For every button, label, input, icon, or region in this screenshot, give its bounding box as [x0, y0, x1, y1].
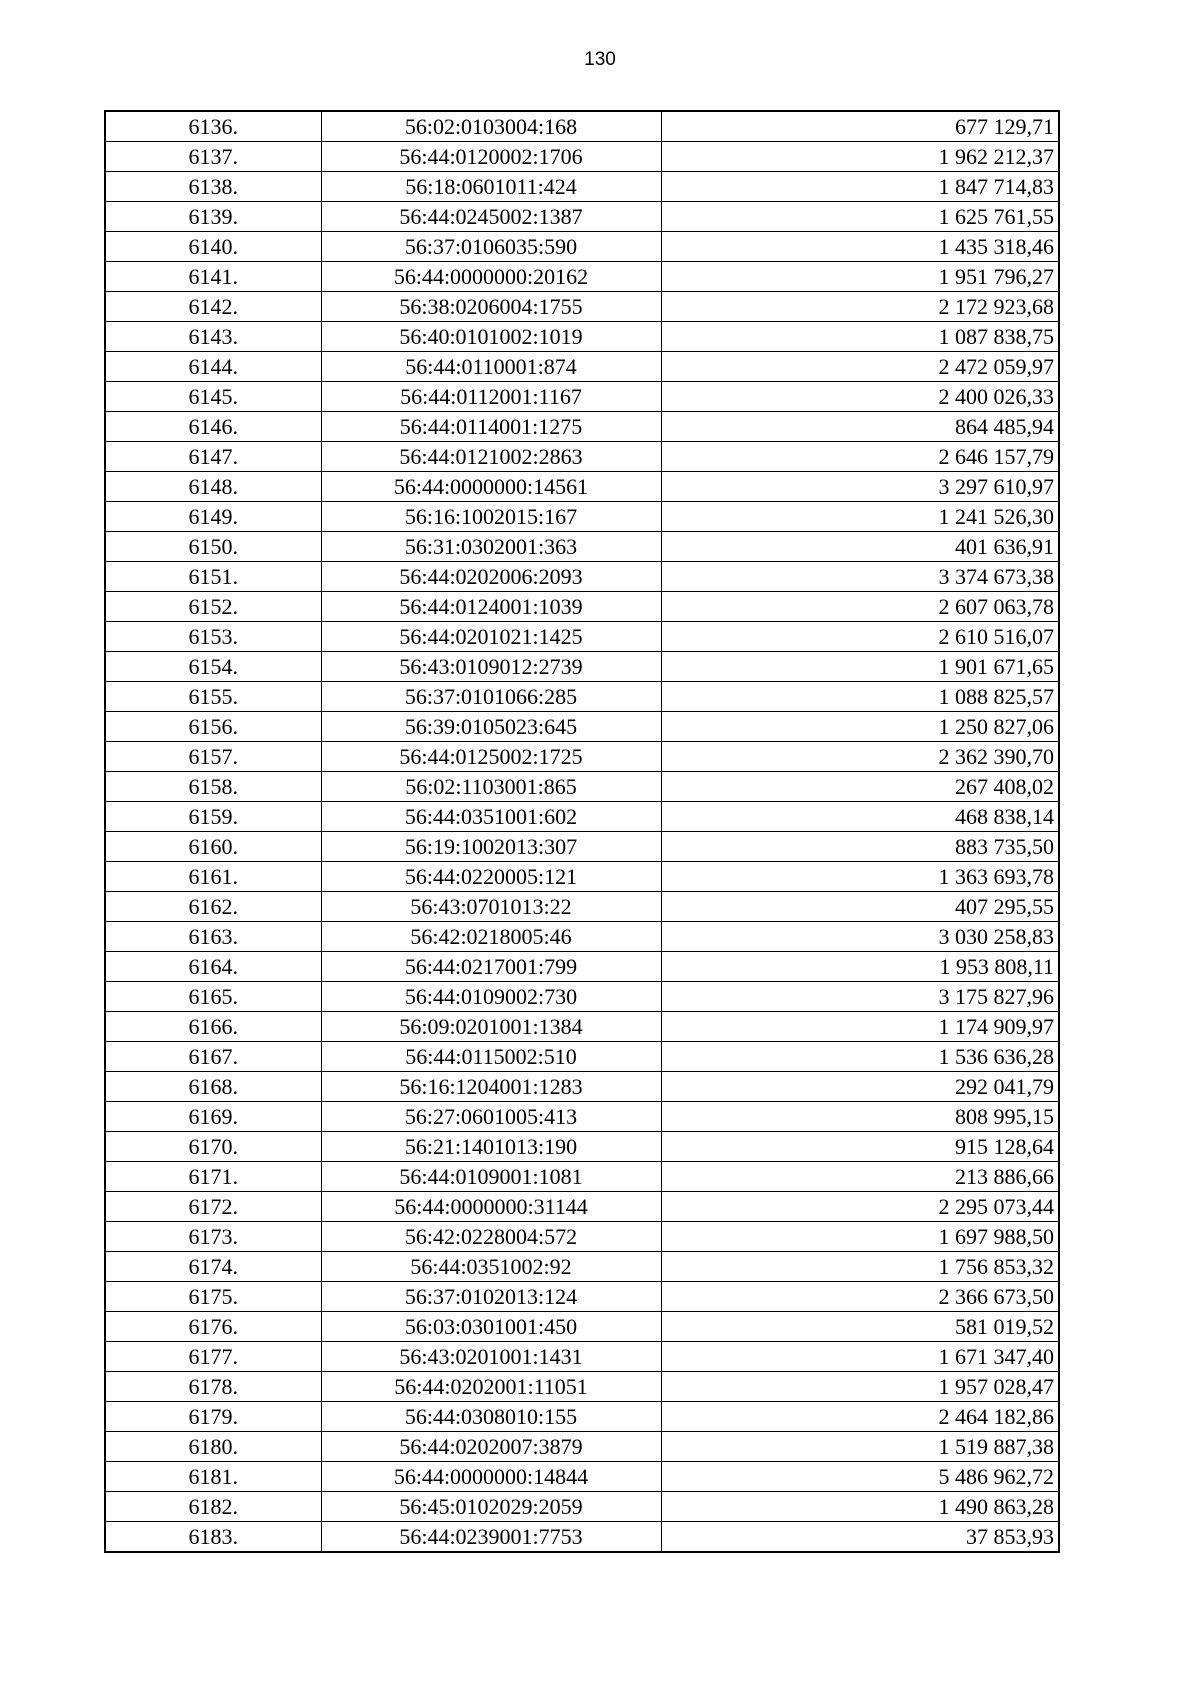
cadastral-number-cell: 56:44:0351002:92	[321, 1252, 661, 1282]
row-number-cell: 6165.	[105, 982, 321, 1012]
cadastral-number-cell: 56:42:0218005:46	[321, 922, 661, 952]
cadastral-value-cell: 1 174 909,97	[661, 1012, 1059, 1042]
cadastral-number-cell: 56:44:0239001:7753	[321, 1522, 661, 1553]
cadastral-value-cell: 468 838,14	[661, 802, 1059, 832]
cadastral-value-cell: 581 019,52	[661, 1312, 1059, 1342]
table-row	[105, 562, 1059, 592]
cadastral-value-cell: 2 607 063,78	[661, 592, 1059, 622]
table-row	[105, 862, 1059, 892]
cadastral-value-cell: 2 610 516,07	[661, 622, 1059, 652]
row-number-cell: 6148.	[105, 472, 321, 502]
row-number-cell: 6158.	[105, 772, 321, 802]
table-row	[105, 1342, 1059, 1372]
cadastral-number-cell: 56:44:0220005:121	[321, 862, 661, 892]
cadastral-value-cell: 1 536 636,28	[661, 1042, 1059, 1072]
row-number-cell: 6142.	[105, 292, 321, 322]
cadastral-value-cell: 2 172 923,68	[661, 292, 1059, 322]
cadastral-number-cell: 56:37:0102013:124	[321, 1282, 661, 1312]
row-number-cell: 6171.	[105, 1162, 321, 1192]
cadastral-number-cell: 56:44:0000000:20162	[321, 262, 661, 292]
cadastral-number-cell: 56:44:0000000:14561	[321, 472, 661, 502]
row-number-cell: 6136.	[105, 111, 321, 142]
page-number: 130	[584, 49, 616, 70]
row-number-cell: 6183.	[105, 1522, 321, 1553]
cadastral-number-cell: 56:03:0301001:450	[321, 1312, 661, 1342]
cadastral-value-cell: 1 671 347,40	[661, 1342, 1059, 1372]
table-row	[105, 1132, 1059, 1162]
table-row	[105, 172, 1059, 202]
cadastral-value-cell: 1 847 714,83	[661, 172, 1059, 202]
cadastral-number-cell: 56:44:0202001:11051	[321, 1372, 661, 1402]
cadastral-value-cell: 5 486 962,72	[661, 1462, 1059, 1492]
row-number-cell: 6147.	[105, 442, 321, 472]
table-row	[105, 1402, 1059, 1432]
cadastral-value-cell: 3 030 258,83	[661, 922, 1059, 952]
cadastral-value-cell: 2 400 026,33	[661, 382, 1059, 412]
cadastral-value-cell: 1 435 318,46	[661, 232, 1059, 262]
row-number-cell: 6164.	[105, 952, 321, 982]
cadastral-value-cell: 2 472 059,97	[661, 352, 1059, 382]
cadastral-value-cell: 2 464 182,86	[661, 1402, 1059, 1432]
table-row	[105, 1312, 1059, 1342]
table-row	[105, 832, 1059, 862]
row-number-cell: 6177.	[105, 1342, 321, 1372]
table-row	[105, 1372, 1059, 1402]
table-row	[105, 892, 1059, 922]
cadastral-number-cell: 56:37:0101066:285	[321, 682, 661, 712]
table-row	[105, 1252, 1059, 1282]
table-row	[105, 1102, 1059, 1132]
table-row	[105, 772, 1059, 802]
cadastral-value-cell: 1 519 887,38	[661, 1432, 1059, 1462]
table-row	[105, 352, 1059, 382]
cadastral-number-cell: 56:44:0000000:31144	[321, 1192, 661, 1222]
row-number-cell: 6139.	[105, 202, 321, 232]
table-row	[105, 1492, 1059, 1522]
cadastral-value-cell: 883 735,50	[661, 832, 1059, 862]
row-number-cell: 6153.	[105, 622, 321, 652]
cadastral-value-cell: 401 636,91	[661, 532, 1059, 562]
cadastral-number-cell: 56:27:0601005:413	[321, 1102, 661, 1132]
cadastral-value-cell: 1 756 853,32	[661, 1252, 1059, 1282]
cadastral-value-cell: 1 241 526,30	[661, 502, 1059, 532]
cadastral-value-cell: 864 485,94	[661, 412, 1059, 442]
table-row	[105, 412, 1059, 442]
table-row	[105, 442, 1059, 472]
row-number-cell: 6150.	[105, 532, 321, 562]
table-row	[105, 1282, 1059, 1312]
cadastral-value-cell: 267 408,02	[661, 772, 1059, 802]
row-number-cell: 6170.	[105, 1132, 321, 1162]
row-number-cell: 6155.	[105, 682, 321, 712]
cadastral-number-cell: 56:44:0245002:1387	[321, 202, 661, 232]
cadastral-value-cell: 3 297 610,97	[661, 472, 1059, 502]
row-number-cell: 6173.	[105, 1222, 321, 1252]
row-number-cell: 6143.	[105, 322, 321, 352]
cadastral-number-cell: 56:44:0202007:3879	[321, 1432, 661, 1462]
table-row	[105, 922, 1059, 952]
table-row	[105, 712, 1059, 742]
cadastral-number-cell: 56:44:0121002:2863	[321, 442, 661, 472]
cadastral-value-cell: 1 088 825,57	[661, 682, 1059, 712]
cadastral-number-cell: 56:09:0201001:1384	[321, 1012, 661, 1042]
cadastral-value-cell: 677 129,71	[661, 111, 1059, 142]
cadastral-number-cell: 56:43:0701013:22	[321, 892, 661, 922]
cadastral-value-cell: 2 362 390,70	[661, 742, 1059, 772]
cadastral-value-cell: 213 886,66	[661, 1162, 1059, 1192]
row-number-cell: 6140.	[105, 232, 321, 262]
table-row	[105, 1522, 1059, 1553]
cadastral-number-cell: 56:42:0228004:572	[321, 1222, 661, 1252]
cadastral-value-cell: 1 962 212,37	[661, 142, 1059, 172]
cadastral-number-cell: 56:40:0101002:1019	[321, 322, 661, 352]
cadastral-value-cell: 808 995,15	[661, 1102, 1059, 1132]
row-number-cell: 6168.	[105, 1072, 321, 1102]
row-number-cell: 6180.	[105, 1432, 321, 1462]
cadastral-number-cell: 56:44:0109001:1081	[321, 1162, 661, 1192]
cadastral-value-cell: 407 295,55	[661, 892, 1059, 922]
table-row	[105, 1462, 1059, 1492]
table-row	[105, 592, 1059, 622]
cadastral-number-cell: 56:38:0206004:1755	[321, 292, 661, 322]
cadastral-number-cell: 56:44:0110001:874	[321, 352, 661, 382]
row-number-cell: 6176.	[105, 1312, 321, 1342]
cadastral-number-cell: 56:44:0112001:1167	[321, 382, 661, 412]
cadastral-number-cell: 56:19:1002013:307	[321, 832, 661, 862]
cadastral-value-cell: 3 175 827,96	[661, 982, 1059, 1012]
cadastral-value-cell: 1 957 028,47	[661, 1372, 1059, 1402]
row-number-cell: 6157.	[105, 742, 321, 772]
table-row	[105, 802, 1059, 832]
row-number-cell: 6151.	[105, 562, 321, 592]
cadastral-value-cell: 1 901 671,65	[661, 652, 1059, 682]
row-number-cell: 6179.	[105, 1402, 321, 1432]
row-number-cell: 6166.	[105, 1012, 321, 1042]
table-row	[105, 232, 1059, 262]
table-row	[105, 952, 1059, 982]
cadastral-value-table	[104, 110, 1060, 1553]
cadastral-number-cell: 56:44:0201021:1425	[321, 622, 661, 652]
table-row	[105, 652, 1059, 682]
cadastral-value-cell: 1 697 988,50	[661, 1222, 1059, 1252]
cadastral-number-cell: 56:44:0114001:1275	[321, 412, 661, 442]
cadastral-value-cell: 2 295 073,44	[661, 1192, 1059, 1222]
cadastral-number-cell: 56:18:0601011:424	[321, 172, 661, 202]
row-number-cell: 6146.	[105, 412, 321, 442]
table-row	[105, 982, 1059, 1012]
row-number-cell: 6149.	[105, 502, 321, 532]
cadastral-value-cell: 915 128,64	[661, 1132, 1059, 1162]
cadastral-value-cell: 1 953 808,11	[661, 952, 1059, 982]
table-row	[105, 1432, 1059, 1462]
cadastral-number-cell: 56:31:0302001:363	[321, 532, 661, 562]
table-body	[105, 111, 1059, 1552]
cadastral-number-cell: 56:16:1204001:1283	[321, 1072, 661, 1102]
row-number-cell: 6160.	[105, 832, 321, 862]
cadastral-value-cell: 2 366 673,50	[661, 1282, 1059, 1312]
cadastral-number-cell: 56:44:0124001:1039	[321, 592, 661, 622]
row-number-cell: 6182.	[105, 1492, 321, 1522]
row-number-cell: 6145.	[105, 382, 321, 412]
row-number-cell: 6178.	[105, 1372, 321, 1402]
row-number-cell: 6169.	[105, 1102, 321, 1132]
table-row	[105, 1162, 1059, 1192]
cadastral-value-cell: 1 250 827,06	[661, 712, 1059, 742]
cadastral-value-cell: 1 490 863,28	[661, 1492, 1059, 1522]
cadastral-number-cell: 56:44:0217001:799	[321, 952, 661, 982]
row-number-cell: 6144.	[105, 352, 321, 382]
row-number-cell: 6152.	[105, 592, 321, 622]
row-number-cell: 6159.	[105, 802, 321, 832]
table-row	[105, 202, 1059, 232]
cadastral-number-cell: 56:43:0109012:2739	[321, 652, 661, 682]
cadastral-number-cell: 56:43:0201001:1431	[321, 1342, 661, 1372]
table-row	[105, 1042, 1059, 1072]
cadastral-value-cell: 37 853,93	[661, 1522, 1059, 1553]
cadastral-number-cell: 56:44:0125002:1725	[321, 742, 661, 772]
table-row	[105, 292, 1059, 322]
table-row	[105, 622, 1059, 652]
cadastral-value-cell: 1 363 693,78	[661, 862, 1059, 892]
cadastral-number-cell: 56:44:0308010:155	[321, 1402, 661, 1432]
table-row	[105, 111, 1059, 142]
table-row	[105, 502, 1059, 532]
cadastral-number-cell: 56:45:0102029:2059	[321, 1492, 661, 1522]
table-row	[105, 262, 1059, 292]
row-number-cell: 6141.	[105, 262, 321, 292]
row-number-cell: 6161.	[105, 862, 321, 892]
table-row	[105, 142, 1059, 172]
row-number-cell: 6154.	[105, 652, 321, 682]
table-row	[105, 1222, 1059, 1252]
cadastral-number-cell: 56:44:0109002:730	[321, 982, 661, 1012]
cadastral-value-cell: 2 646 157,79	[661, 442, 1059, 472]
table-row	[105, 322, 1059, 352]
table-row	[105, 1192, 1059, 1222]
table-row	[105, 382, 1059, 412]
cadastral-number-cell: 56:44:0115002:510	[321, 1042, 661, 1072]
cadastral-value-cell: 1 625 761,55	[661, 202, 1059, 232]
row-number-cell: 6156.	[105, 712, 321, 742]
cadastral-number-cell: 56:44:0000000:14844	[321, 1462, 661, 1492]
cadastral-number-cell: 56:44:0120002:1706	[321, 142, 661, 172]
cadastral-number-cell: 56:44:0202006:2093	[321, 562, 661, 592]
row-number-cell: 6175.	[105, 1282, 321, 1312]
cadastral-number-cell: 56:02:1103001:865	[321, 772, 661, 802]
table-row	[105, 472, 1059, 502]
row-number-cell: 6137.	[105, 142, 321, 172]
table-row	[105, 532, 1059, 562]
table-row	[105, 742, 1059, 772]
cadastral-number-cell: 56:44:0351001:602	[321, 802, 661, 832]
row-number-cell: 6162.	[105, 892, 321, 922]
cadastral-value-cell: 292 041,79	[661, 1072, 1059, 1102]
cadastral-number-cell: 56:39:0105023:645	[321, 712, 661, 742]
row-number-cell: 6163.	[105, 922, 321, 952]
cadastral-number-cell: 56:37:0106035:590	[321, 232, 661, 262]
row-number-cell: 6181.	[105, 1462, 321, 1492]
row-number-cell: 6138.	[105, 172, 321, 202]
table-row	[105, 682, 1059, 712]
cadastral-number-cell: 56:21:1401013:190	[321, 1132, 661, 1162]
row-number-cell: 6167.	[105, 1042, 321, 1072]
cadastral-number-cell: 56:02:0103004:168	[321, 111, 661, 142]
cadastral-value-cell: 3 374 673,38	[661, 562, 1059, 592]
row-number-cell: 6172.	[105, 1192, 321, 1222]
cadastral-value-cell: 1 951 796,27	[661, 262, 1059, 292]
table-row	[105, 1072, 1059, 1102]
cadastral-number-cell: 56:16:1002015:167	[321, 502, 661, 532]
row-number-cell: 6174.	[105, 1252, 321, 1282]
table-row	[105, 1012, 1059, 1042]
cadastral-value-cell: 1 087 838,75	[661, 322, 1059, 352]
